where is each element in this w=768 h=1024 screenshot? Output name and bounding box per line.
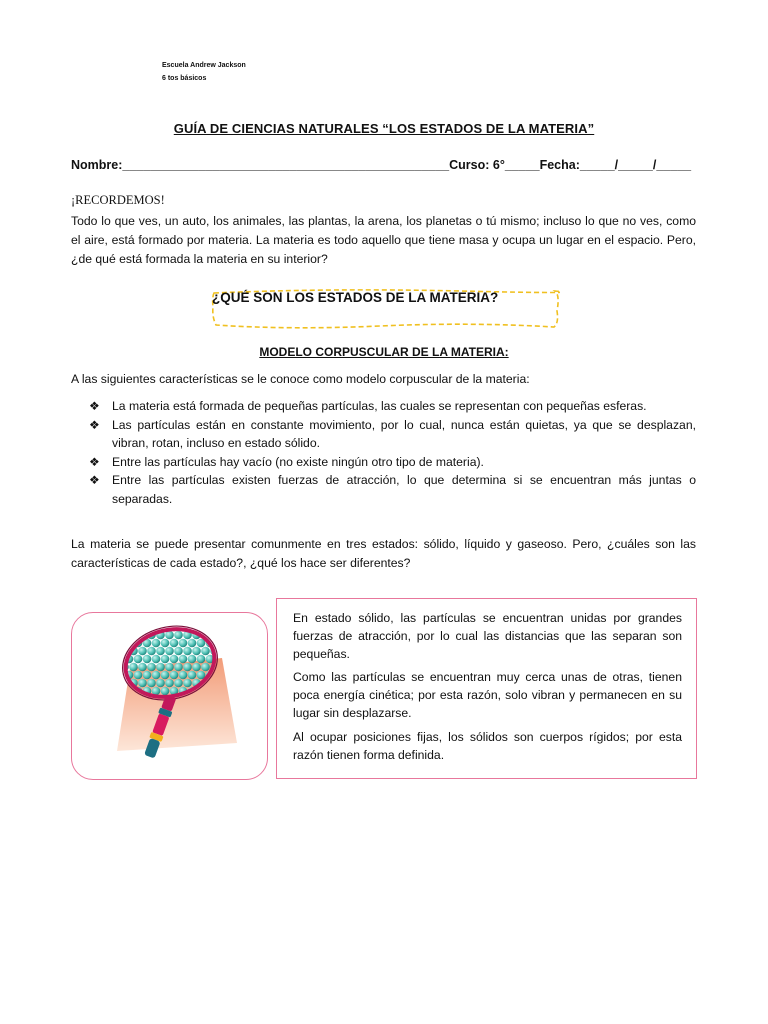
model-bullet-list bbox=[89, 397, 696, 508]
particle-sphere bbox=[129, 631, 138, 640]
particle-sphere bbox=[156, 679, 165, 688]
particle-sphere bbox=[174, 679, 183, 688]
bullet-text: Entre las partículas hay vacío (no existe ningún otro tipo de materia). bbox=[112, 454, 484, 469]
particle-sphere bbox=[170, 639, 179, 648]
particle-sphere bbox=[143, 671, 152, 680]
solid-illustration-card bbox=[71, 612, 268, 780]
particle-sphere bbox=[179, 671, 188, 680]
intro-paragraph: Todo lo que ves, un auto, los animales, las plantas, la arena, los planetas o tú mismo; incluso lo que no ves, como el aire, está formado por materia. La materia es todo aquello que tiene masa y ocupa un lugar en el espacio. Pero, ¿de qué está formada la materia en su interior? bbox=[71, 214, 696, 266]
page-title: GUÍA DE CIENCIAS NATURALES “LOS ESTADOS DE LA MATERIA” bbox=[173, 121, 595, 136]
states-paragraph: La materia se puede presentar comunmente en tres estados: sólido, líquido y gaseoso. Pero, ¿cuáles son las características de cada estado?, ¿qué los hace ser diferentes? bbox=[71, 537, 696, 570]
solid-paragraph-2: Como las partículas se encuentran muy cerca unas de otras, tienen poca energía cinética; por esta razón, solo vibran y permanecen en su lugar sin desplazarse. bbox=[293, 670, 682, 720]
particle-sphere bbox=[174, 647, 183, 656]
particle-sphere bbox=[161, 639, 170, 648]
particle-sphere bbox=[170, 655, 179, 664]
particle-sphere bbox=[138, 663, 147, 672]
particle-sphere bbox=[192, 663, 201, 672]
model-intro: A las siguientes características se le conoce como modelo corpuscular de la materia: bbox=[71, 372, 530, 386]
diamond-bullet-icon: ❖ bbox=[89, 417, 100, 432]
particle-sphere bbox=[152, 671, 161, 680]
particle-sphere bbox=[147, 679, 156, 688]
diamond-bullet-icon: ❖ bbox=[89, 399, 100, 413]
particle-sphere bbox=[152, 639, 161, 648]
particle-sphere bbox=[201, 663, 210, 672]
particle-sphere bbox=[188, 639, 197, 648]
particle-sphere bbox=[156, 663, 165, 672]
diamond-bullet-icon: ❖ bbox=[89, 473, 100, 487]
particle-sphere bbox=[179, 639, 188, 648]
particle-sphere bbox=[120, 631, 129, 640]
particle-sphere bbox=[201, 647, 210, 656]
particle-sphere bbox=[116, 639, 125, 648]
question-heading: ¿QUÉ SON LOS ESTADOS DE LA MATERIA? bbox=[212, 290, 499, 305]
particle-sphere bbox=[116, 687, 125, 696]
particle-sphere bbox=[161, 671, 170, 680]
particle-sphere bbox=[161, 655, 170, 664]
solid-paragraph-1: En estado sólido, las partículas se encuentran unidas por grandes fuerzas de atracción, por lo cual las distancias que las separan son pequeñas. bbox=[293, 611, 682, 661]
particle-sphere bbox=[219, 631, 228, 640]
particle-sphere bbox=[219, 647, 228, 656]
model-subtitle: MODELO CORPUSCULAR DE LA MATERIA: bbox=[259, 345, 509, 359]
particle-sphere bbox=[152, 655, 161, 664]
particle-sphere bbox=[116, 623, 125, 632]
magnifying-glass-particles-icon bbox=[72, 613, 267, 779]
particle-sphere bbox=[134, 623, 143, 632]
particle-sphere bbox=[174, 663, 183, 672]
grade-label: 6 tos básicos bbox=[162, 75, 207, 82]
particle-sphere bbox=[134, 655, 143, 664]
bullet-text: Entre las partículas existen fuerzas de atracción, lo que determina si se encuentran más juntas o separadas. bbox=[112, 473, 696, 506]
list-item bbox=[89, 416, 696, 453]
particle-sphere bbox=[165, 679, 174, 688]
list-item bbox=[89, 397, 696, 416]
particle-sphere bbox=[210, 631, 219, 640]
particle-sphere bbox=[192, 647, 201, 656]
solid-paragraph-3: Al ocupar posiciones fijas, los sólidos son cuerpos rígidos; por esta razón tienen forma definida. bbox=[293, 730, 682, 762]
particle-sphere bbox=[165, 647, 174, 656]
bullet-text: La materia está formada de pequeñas partículas, las cuales se representan con pequeñas esferas. bbox=[112, 399, 647, 413]
particle-sphere bbox=[138, 679, 147, 688]
particle-sphere bbox=[129, 663, 138, 672]
list-item bbox=[89, 453, 696, 472]
particle-sphere bbox=[165, 663, 174, 672]
student-info-line: Nombre:_______________________________________________Curso: 6°_____Fecha:_____/_____/_____ bbox=[71, 158, 692, 172]
particle-sphere bbox=[183, 647, 192, 656]
particle-sphere bbox=[147, 647, 156, 656]
diamond-bullet-icon: ❖ bbox=[89, 454, 100, 469]
particle-sphere bbox=[179, 655, 188, 664]
particle-sphere bbox=[174, 631, 183, 640]
bullet-text: Las partículas están en constante movimiento, por lo cual, nunca están quietas, ya que se desplazan, vibran, rotan, incluso en estado sólido. bbox=[112, 417, 696, 450]
list-item bbox=[89, 471, 696, 508]
recordemos-heading: ¡RECORDEMOS! bbox=[71, 193, 165, 207]
particle-sphere bbox=[188, 655, 197, 664]
particle-sphere bbox=[215, 639, 224, 648]
particle-sphere bbox=[134, 671, 143, 680]
particle-sphere bbox=[215, 623, 224, 632]
particle-sphere bbox=[206, 623, 215, 632]
particle-sphere bbox=[125, 623, 134, 632]
particle-sphere bbox=[143, 623, 152, 632]
question-box bbox=[210, 287, 557, 327]
school-name: Escuela Andrew Jackson bbox=[162, 62, 246, 69]
particle-sphere bbox=[161, 687, 170, 696]
particle-sphere bbox=[183, 663, 192, 672]
particle-sphere bbox=[183, 679, 192, 688]
particle-sphere bbox=[170, 671, 179, 680]
particle-sphere bbox=[143, 655, 152, 664]
particle-sphere bbox=[156, 647, 165, 656]
particle-sphere bbox=[147, 663, 156, 672]
particle-sphere bbox=[197, 655, 206, 664]
particle-sphere bbox=[188, 671, 197, 680]
solid-state-textbox bbox=[276, 598, 697, 779]
particle-sphere bbox=[138, 647, 147, 656]
